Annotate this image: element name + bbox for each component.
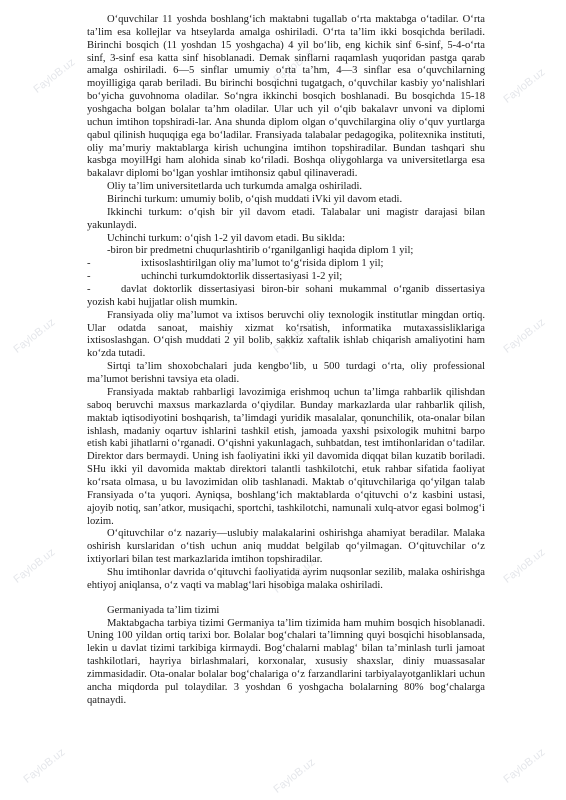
list-item (87, 284, 485, 310)
list-dash: - (87, 284, 91, 296)
watermark: FayloB.uz (21, 746, 68, 786)
list-item-text: ixtisoslashtirilgan oliy ma’lumot to‘g‘risida diplom 1 yil; (141, 258, 384, 270)
watermark: FayloB.uz (501, 66, 548, 106)
list-item: -biron bir predmetni chuqurlashtirib o‘rganilganligi haqida diplom 1 yil; (107, 245, 414, 257)
list-dash: - (87, 258, 91, 270)
list-dash: - (87, 271, 91, 283)
list-item-text: davlat doktorlik dissertasiyasi biron-bir sohani mukammal o‘rganib dissertasiya yozish kabi hujjatlar olish mumkin. (87, 284, 485, 308)
list-item-text: uchinchi turkumdoktorlik dissertasiyasi 1-2 yil; (141, 271, 343, 283)
paragraph: Birinchi turkum: umumiy bolib, o‘qish muddati iVki yil davom etadi. (107, 194, 403, 206)
watermark: FayloB.uz (271, 756, 318, 796)
paragraph: Oliy ta’lim universitetlarda uch turkumda amalga oshiriladi. (107, 181, 363, 193)
watermark: FayloB.uz (501, 546, 548, 586)
watermark: FayloB.uz (271, 556, 318, 596)
watermark: FayloB.uz (11, 316, 58, 356)
paragraph: Sirtqi ta’lim shoxobchalari juda kengbo‘lib, u 500 turdagi o‘rta, oliy professional ma’lumot berishni tavsiya eta oladi. (87, 361, 485, 386)
paragraph: Maktabgacha tarbiya tizimi Germaniya ta’lim tizimida ham muhim bosqich hisoblanadi. Uning 100 yildan ortiq tarixi bor. Bolalar bog‘chalari ta’limning quyi bosqichi hisoblansada, lekin u davlat tizimi tarkibiga kirmaydi. Bog‘chalarni mablag‘ bilan ta’minlash turli jamoat tashkilotlari, hayriya birlashmalari, korxonalar, xususiy shaxslar, diniy muassasalar zimmasidadir. Ota-onalar bolalar bog‘chalariga o‘z farzandlarini tarbiyalayotganliklari uchun ancha miqdorda pul tolaydilar. 3 yoshdan 6 yoshgacha bolalarning 80% bog‘chalarga qatnaydi. (87, 617, 485, 706)
list-item (87, 258, 485, 271)
paragraph: Shu imtihonlar davrida o‘qituvchi faoliyatida ayrim nuqsonlar sezilib, malaka oshirishga ehtiyoj aniqlansa, o‘z vaqti va mablag‘lari hisobiga malaka oshiriladi. (87, 566, 485, 591)
watermark: FayloB.uz (31, 56, 78, 96)
paragraph: Fransiyada maktab rahbarligi lavozimiga erishmoq uchun ta’limga rahbarlik qilishdan saboq beruvchi maxsus markazlarda o‘qiydilar. Bunday markazlarda ular rahbarlik qilish, maktab iqtisodiyotini boshqarish, ta’limdagi yuridik masalalar, qonunchilik, ota-onalar bilan ishlash, madaniy oqartuv ishlarini tashkil etish, jamoada yaxshi psixologik muhitni barpo etish kabi jihatlarni o‘rganadi. O‘qishni yakunlagach, suhbatdan, test imtihonlaridan o‘tadilar. Direktor dars bermaydi. Uning ish faoliyatini ikki yil davomida diqqat bilan kuzatib boriladi. SHu ikki yil davomida maktab direktori talantli tashkilotchi, etuk rahbar sifatida faoliyat ko‘rsata olmasa, u bu lavozimidan olib tashlanadi. Maktab o‘qituvchilariga qo‘yilgan talab Fransiyada o‘ta yuqori. Ayniqsa, boshlang‘ich maktablarda o‘qituvchi o‘z kasbini ustasi, ajoyib notiq, san’atkor, musiqachi, sportchi, tashkilotchi, namunali xulq-atvor egasi bolmog‘i lozim. (87, 386, 485, 527)
watermark: FayloB.uz (271, 46, 318, 86)
paragraph: Fransiyada oliy ma’lumot va ixtisos beruvchi oliy texnologik institutlar mingdan ortiq. Ular odatda sanoat, maishiy xizmat ko‘rsatish, informatika mutaxassisliklariga ixtisoslashgan. O‘qish muddati 2 yil bolib, sakkiz xaftalik ishlab chiqarish amaliyotini ham ko‘zda tutadi. (87, 309, 485, 360)
list-item (87, 271, 485, 284)
section-heading: Germaniyada ta’lim tizimi (107, 604, 220, 616)
paragraph: O‘qituvchilar o‘z nazariy—uslubiy malakalarini oshirishga ahamiyat beradilar. Malaka oshirish kurslaridan o‘tish uchun aniq muddat belgilab qo‘yilmagan. O‘qituvchilar o‘z ixtiyorlari bilan test markazlarida imtihon topshiradilar. (87, 528, 485, 566)
watermark: FayloB.uz (501, 316, 548, 356)
paragraph: O‘quvchilar 11 yoshda boshlang‘ich maktabni tugallab o‘rta maktabga o‘tadilar. O‘rta ta’lim esa kollejlar va htseylarda amalga oshiriladi. O‘rta ta’lim ikki bosqichda beriladi. Birinchi bosqich (11 yoshdan 15 yoshgacha) 4 yil bo‘lib, eng kichik sinf 6-sinf, 5-4-o‘rta sinf, 3-sinf esa katta sinf hisoblanadi. Demak sinflarni raqamlash yuqoridan pastga qarab amalga oshiriladi. 6—5 sinflar umumiy o‘rta ta’hm, 4—3 sinflar esa o‘quvchilarning moyilligiga qarab beriladi. Bu birinchi bosqichni tugatgach, o‘quvchilar kasbiy yo‘nalishlari bo‘yicha guvohnoma oladilar. So‘ngra ikkinchi bosqich boshlanadi. Bu bosqichda 15-18 yoshgacha bolgan bolalar ta’hm oladilar. Ular uch yil o‘qib bakalavr unvoni va diplomi uchun imtihon topshiradi-lar. Ana shunda diplom olgan o‘quvchilargina oliy o‘quv yurtlarga qabul qilinish huquqiga ega bo‘ladilar. Fransiyada talabalar pedagogika, politexnika instituti, oliy ma’muriy maktablarga kirish uchungina imtihon topshiradilar. Bundan tashqari shu kasbga moyilHgi ham alohida sinab ko‘riladi. Boshqa oliygohlarga va universitetlarga esa bakalavr diplomi bo‘lgan yoshlar imtihonsiz qabul qilinaveradi. (87, 14, 485, 180)
paragraph: Ikkinchi turkum: o‘qish bir yil davom etadi. Talabalar uni magistr darajasi bilan yakunlaydi. (87, 206, 485, 231)
watermark: FayloB.uz (11, 546, 58, 586)
watermark: FayloB.uz (271, 316, 318, 356)
watermark: FayloB.uz (501, 746, 548, 786)
paragraph: Uchinchi turkum: o‘qish 1-2 yil davom etadi. Bu siklda: (107, 232, 346, 244)
document-page (87, 14, 485, 708)
